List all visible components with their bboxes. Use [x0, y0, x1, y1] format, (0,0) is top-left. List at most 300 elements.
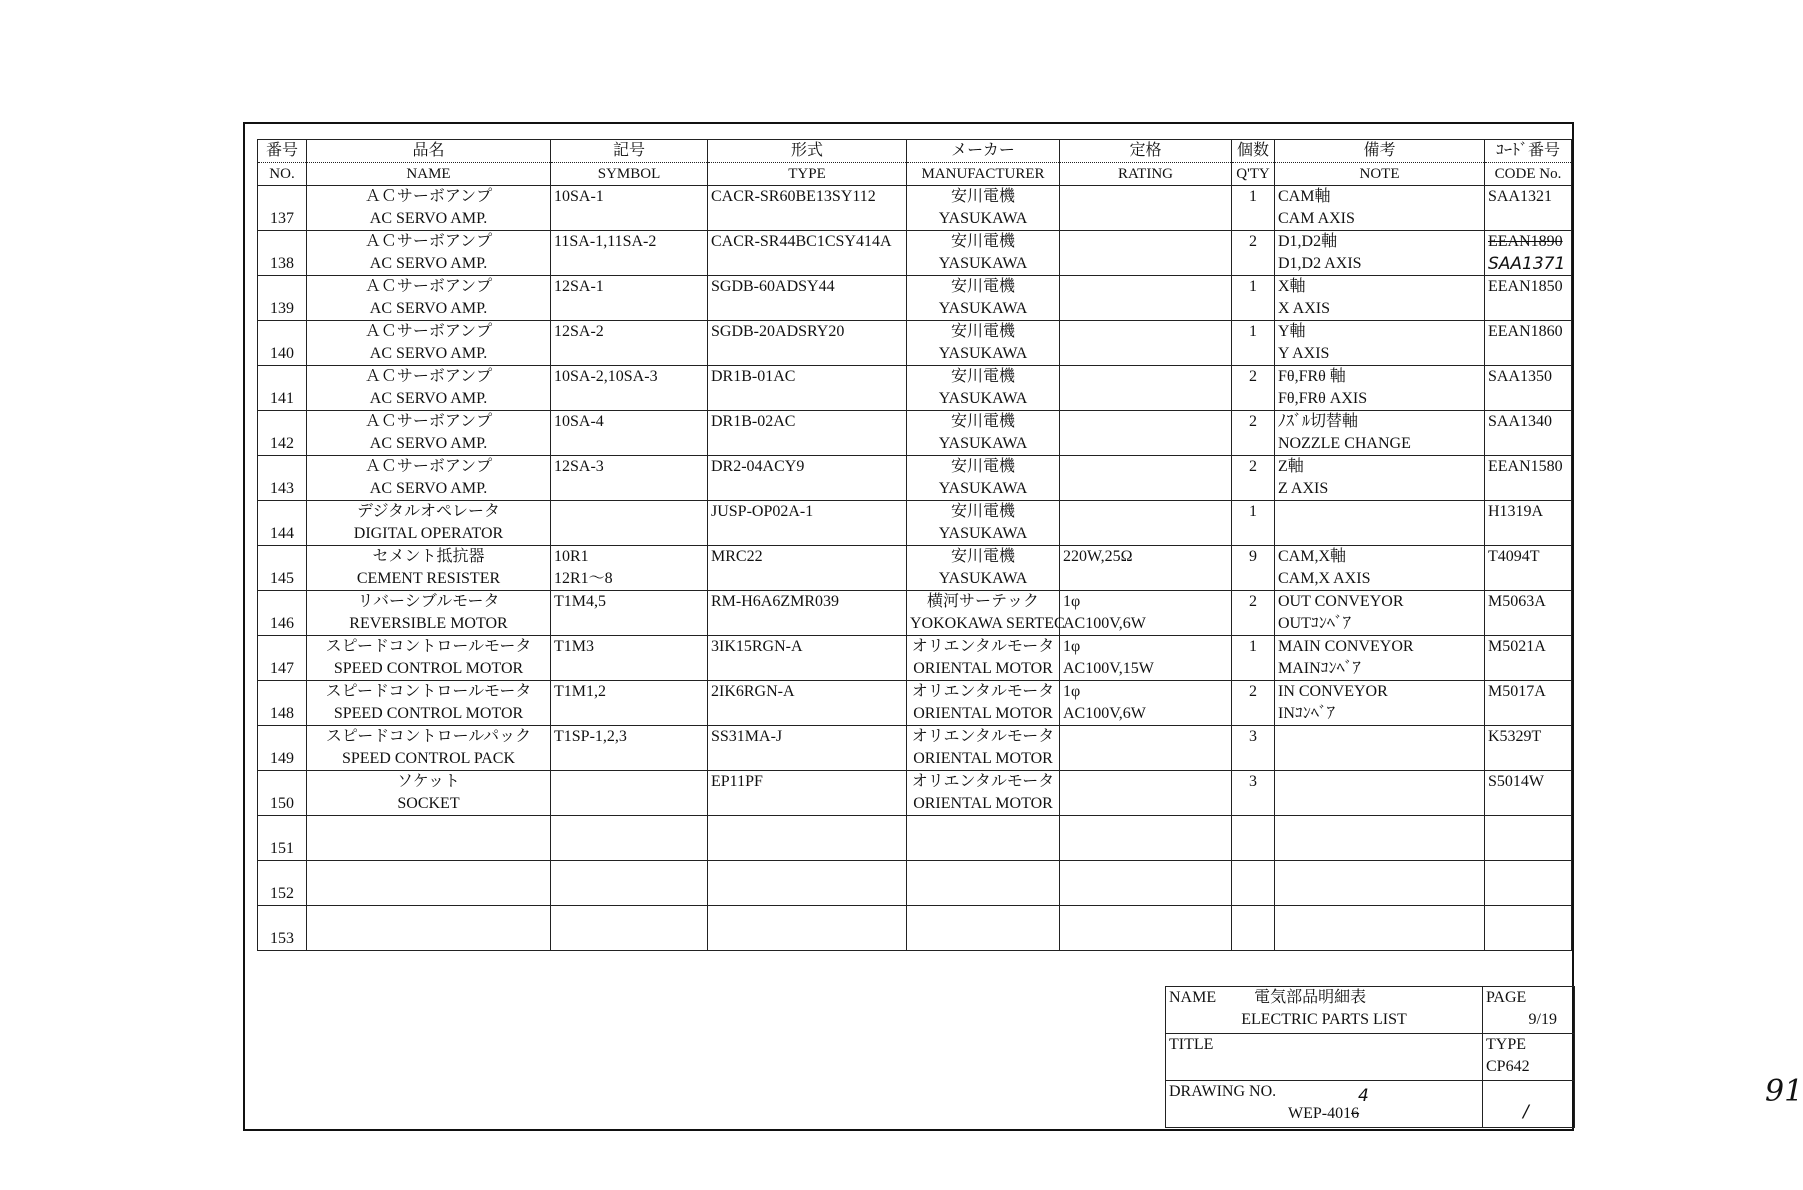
row-type: 3IK15RGN-A — [708, 636, 907, 681]
row-note — [1275, 906, 1485, 951]
code-line1: M5021A — [1488, 638, 1546, 655]
table-row — [258, 771, 1572, 816]
row-symbol — [551, 816, 708, 861]
row-qty: 2 — [1232, 591, 1275, 636]
row-rating — [1060, 501, 1232, 546]
maker-jp: 安川電機 — [950, 548, 1015, 565]
rating-line1: 220W,25Ω — [1063, 548, 1133, 565]
note-line2: Z AXIS — [1278, 480, 1329, 497]
row-rating — [1060, 546, 1232, 591]
row-type — [708, 906, 907, 951]
row-qty: 3 — [1232, 771, 1275, 816]
row-code — [1485, 366, 1572, 411]
row-no: 153 — [258, 906, 307, 951]
row-qty — [1232, 861, 1275, 906]
note-line1: CAM軸 — [1278, 188, 1331, 205]
name-en: AC SERVO AMP. — [369, 210, 488, 227]
row-symbol — [551, 456, 708, 501]
row-manufacturer — [907, 366, 1060, 411]
table-row — [258, 456, 1572, 501]
name-jp: ＡＣサーボアンプ — [364, 278, 493, 295]
title-block-title-cell — [1166, 1034, 1483, 1081]
note-line2: MAINｺﾝﾍﾞｱ — [1278, 660, 1361, 677]
row-note — [1275, 816, 1485, 861]
maker-jp: 安川電機 — [950, 413, 1015, 430]
row-rating — [1060, 231, 1232, 276]
name-jp: 電気部品明細表 — [1254, 989, 1367, 1006]
name-en: AC SERVO AMP. — [369, 390, 488, 407]
row-type: DR1B-01AC — [708, 366, 907, 411]
note-line1: Z軸 — [1278, 458, 1304, 475]
header-no: 番号 NO. — [258, 140, 307, 186]
name-jp: ＡＣサーボアンプ — [364, 188, 493, 205]
name-jp: スピードコントロールモータ — [325, 638, 532, 655]
table-row — [258, 321, 1572, 366]
rating-line2: AC100V,15W — [1063, 660, 1154, 677]
row-no: 137 — [258, 186, 307, 231]
row-code — [1485, 501, 1572, 546]
row-symbol — [551, 186, 708, 231]
name-jp: スピードコントロールモータ — [325, 683, 532, 700]
revision-mark: / — [1523, 1102, 1529, 1122]
maker-en: YASUKAWA — [938, 480, 1028, 497]
row-symbol — [551, 591, 708, 636]
note-line2: NOZZLE CHANGE — [1278, 435, 1411, 452]
row-qty: 1 — [1232, 501, 1275, 546]
row-rating — [1060, 681, 1232, 726]
rating-line2: AC100V,6W — [1063, 615, 1146, 632]
row-manufacturer — [907, 771, 1060, 816]
note-line1: IN CONVEYOR — [1278, 683, 1388, 700]
name-en: REVERSIBLE MOTOR — [349, 615, 508, 632]
row-manufacturer — [907, 681, 1060, 726]
row-name — [307, 546, 551, 591]
drawing-correction: 4 — [1358, 1086, 1369, 1106]
table-row — [258, 231, 1572, 276]
row-type: DR1B-02AC — [708, 411, 907, 456]
symbol-line1: T1M4,5 — [554, 593, 606, 610]
row-note — [1275, 771, 1485, 816]
drawing-number — [1288, 1103, 1359, 1125]
name-jp: リバーシブルモータ — [357, 593, 500, 610]
maker-en: YASUKAWA — [938, 525, 1028, 542]
handwritten-page-number: 91 — [1765, 1074, 1803, 1109]
symbol-line1: 12SA-1 — [554, 278, 604, 295]
drawing-label: DRAWING NO. — [1169, 1083, 1277, 1100]
row-rating — [1060, 186, 1232, 231]
note-line2: X AXIS — [1278, 300, 1331, 317]
header-note: 備考 NOTE — [1275, 140, 1485, 186]
maker-jp: オリエンタルモータ — [911, 728, 1055, 745]
note-line1: MAIN CONVEYOR — [1278, 638, 1414, 655]
row-name — [307, 861, 551, 906]
maker-en: YASUKAWA — [938, 570, 1028, 587]
note-line1: D1,D2軸 — [1278, 233, 1338, 250]
maker-jp: 安川電機 — [950, 458, 1015, 475]
row-qty: 2 — [1232, 681, 1275, 726]
row-manufacturer — [907, 276, 1060, 321]
row-symbol — [551, 501, 708, 546]
row-name — [307, 186, 551, 231]
type-value: CP642 — [1486, 1058, 1530, 1075]
code-line1: SAA1350 — [1488, 368, 1553, 385]
row-name — [307, 501, 551, 546]
row-type: CACR-SR44BC1CSY414A — [708, 231, 907, 276]
row-code — [1485, 861, 1572, 906]
row-qty: 1 — [1232, 186, 1275, 231]
name-en: AC SERVO AMP. — [369, 345, 488, 362]
row-name — [307, 366, 551, 411]
row-rating — [1060, 411, 1232, 456]
row-manufacturer — [907, 231, 1060, 276]
type-label: TYPE — [1486, 1036, 1526, 1053]
row-symbol — [551, 231, 708, 276]
row-rating — [1060, 726, 1232, 771]
row-note — [1275, 456, 1485, 501]
row-symbol — [551, 366, 708, 411]
name-en: SPEED CONTROL PACK — [341, 750, 516, 767]
maker-jp: オリエンタルモータ — [911, 773, 1055, 790]
maker-en: YOKOKAWA SERTEC — [910, 615, 1065, 632]
maker-en: ORIENTAL MOTOR — [913, 750, 1053, 767]
row-code — [1485, 276, 1572, 321]
row-note — [1275, 186, 1485, 231]
row-manufacturer — [907, 636, 1060, 681]
parts-table — [257, 139, 1572, 951]
row-type: CACR-SR60BE13SY112 — [708, 186, 907, 231]
drawing-value: WEP-401 — [1288, 1105, 1352, 1122]
row-no: 141 — [258, 366, 307, 411]
name-en: AC SERVO AMP. — [369, 255, 488, 272]
row-no: 142 — [258, 411, 307, 456]
row-type — [708, 816, 907, 861]
row-note — [1275, 321, 1485, 366]
row-name — [307, 681, 551, 726]
code-line1: EEAN1860 — [1488, 323, 1563, 340]
row-qty: 2 — [1232, 456, 1275, 501]
symbol-line1: T1M3 — [554, 638, 594, 655]
row-manufacturer — [907, 816, 1060, 861]
code-line1: EEAN1890 — [1488, 233, 1563, 250]
maker-jp: オリエンタルモータ — [911, 638, 1055, 655]
row-qty: 9 — [1232, 546, 1275, 591]
note-line1: OUT CONVEYOR — [1278, 593, 1404, 610]
maker-jp: 安川電機 — [950, 278, 1015, 295]
row-no: 149 — [258, 726, 307, 771]
row-symbol — [551, 906, 708, 951]
name-jp: ソケット — [396, 773, 461, 790]
maker-en: ORIENTAL MOTOR — [913, 705, 1053, 722]
row-code — [1485, 636, 1572, 681]
code-line1: H1319A — [1488, 503, 1544, 520]
header-code: ｺｰﾄﾞ番号 CODE No. — [1485, 140, 1572, 186]
row-symbol — [551, 276, 708, 321]
title-label: TITLE — [1169, 1036, 1214, 1053]
maker-en: YASUKAWA — [938, 210, 1028, 227]
row-qty: 2 — [1232, 411, 1275, 456]
code-line1: EEAN1580 — [1488, 458, 1563, 475]
note-line2: OUTｺﾝﾍﾞｱ — [1278, 615, 1351, 632]
symbol-line1: 10R1 — [554, 548, 589, 565]
header-manufacturer: メーカー MANUFACTURER — [907, 140, 1060, 186]
maker-jp: オリエンタルモータ — [911, 683, 1055, 700]
code-line1: EEAN1850 — [1488, 278, 1563, 295]
row-type: SGDB-20ADSRY20 — [708, 321, 907, 366]
name-en: SPEED CONTROL MOTOR — [333, 705, 524, 722]
title-block-type-cell — [1483, 1034, 1575, 1081]
table-row — [258, 186, 1572, 231]
rating-line1: 1φ — [1063, 683, 1081, 700]
maker-en: YASUKAWA — [938, 345, 1028, 362]
row-note — [1275, 501, 1485, 546]
name-jp: セメント抵抗器 — [372, 548, 485, 565]
name-en: DIGITAL OPERATOR — [353, 525, 504, 542]
symbol-line1: 12SA-3 — [554, 458, 604, 475]
row-note — [1275, 591, 1485, 636]
note-line1: ﾉｽﾞﾙ切替軸 — [1278, 413, 1359, 430]
row-qty: 2 — [1232, 366, 1275, 411]
row-code — [1485, 681, 1572, 726]
row-symbol — [551, 411, 708, 456]
row-qty: 3 — [1232, 726, 1275, 771]
title-block-name-cell — [1166, 987, 1483, 1034]
note-line2: INｺﾝﾍﾞｱ — [1278, 705, 1335, 722]
row-name — [307, 591, 551, 636]
name-en: AC SERVO AMP. — [369, 300, 488, 317]
row-qty: 2 — [1232, 231, 1275, 276]
table-row — [258, 276, 1572, 321]
row-no: 150 — [258, 771, 307, 816]
row-note — [1275, 546, 1485, 591]
note-line2: CAM,X AXIS — [1278, 570, 1371, 587]
row-type: SS31MA-J — [708, 726, 907, 771]
row-no: 140 — [258, 321, 307, 366]
row-qty: 1 — [1232, 636, 1275, 681]
note-line1: Fθ,FRθ 軸 — [1278, 368, 1346, 385]
maker-jp: 安川電機 — [950, 323, 1015, 340]
table-row — [258, 366, 1572, 411]
note-line2: Y AXIS — [1278, 345, 1330, 362]
table-row — [258, 546, 1572, 591]
row-no: 138 — [258, 231, 307, 276]
row-note — [1275, 726, 1485, 771]
row-note — [1275, 681, 1485, 726]
name-jp: ＡＣサーボアンプ — [364, 458, 493, 475]
maker-en: YASUKAWA — [938, 390, 1028, 407]
row-qty — [1232, 906, 1275, 951]
header-qty: 個数 Q'TY — [1232, 140, 1275, 186]
symbol-line1: 10SA-4 — [554, 413, 604, 430]
table-row — [258, 726, 1572, 771]
row-symbol — [551, 321, 708, 366]
maker-jp: 安川電機 — [950, 368, 1015, 385]
row-name — [307, 231, 551, 276]
row-manufacturer — [907, 591, 1065, 636]
title-block — [1165, 986, 1575, 1128]
row-type: EP11PF — [708, 771, 907, 816]
row-rating — [1060, 366, 1232, 411]
row-qty — [1232, 816, 1275, 861]
row-manufacturer — [907, 186, 1060, 231]
table-row — [258, 636, 1572, 681]
row-no: 146 — [258, 591, 307, 636]
row-manufacturer — [907, 726, 1060, 771]
code-line1: SAA1340 — [1488, 413, 1553, 430]
maker-en: ORIENTAL MOTOR — [913, 660, 1053, 677]
name-en: SPEED CONTROL MOTOR — [333, 660, 524, 677]
row-qty: 1 — [1232, 276, 1275, 321]
row-name — [307, 411, 551, 456]
row-type: JUSP-OP02A-1 — [708, 501, 907, 546]
row-code — [1485, 321, 1572, 366]
row-no: 139 — [258, 276, 307, 321]
code-line1: T4094T — [1488, 548, 1540, 565]
row-code — [1485, 906, 1572, 951]
row-type: SGDB-60ADSY44 — [708, 276, 907, 321]
name-en: AC SERVO AMP. — [369, 480, 488, 497]
maker-jp: 安川電機 — [950, 188, 1015, 205]
row-code — [1485, 726, 1572, 771]
table-row — [258, 591, 1572, 636]
table-header-row — [258, 140, 1572, 186]
row-name — [307, 321, 551, 366]
symbol-line1: 10SA-1 — [554, 188, 604, 205]
row-rating — [1060, 771, 1232, 816]
row-name — [307, 636, 551, 681]
maker-en: YASUKAWA — [938, 435, 1028, 452]
header-type: 形式 TYPE — [708, 140, 907, 186]
code-line1: M5017A — [1488, 683, 1546, 700]
name-jp: ＡＣサーボアンプ — [364, 233, 493, 250]
symbol-line2: 12R1～8 — [554, 570, 613, 587]
row-name — [307, 816, 551, 861]
name-en: SOCKET — [397, 795, 460, 812]
row-note — [1275, 231, 1485, 276]
rating-line1: 1φ — [1063, 593, 1081, 610]
name-jp: スピードコントロールパック — [325, 728, 532, 745]
name-jp: デジタルオペレータ — [356, 503, 501, 520]
row-code — [1485, 816, 1572, 861]
row-name — [307, 456, 551, 501]
row-symbol — [551, 681, 708, 726]
row-manufacturer — [907, 546, 1060, 591]
row-type: RM-H6A6ZMR039 — [708, 591, 907, 636]
row-symbol — [551, 636, 708, 681]
row-no: 151 — [258, 816, 307, 861]
code-line1: SAA1321 — [1488, 188, 1553, 205]
title-block-drawing-cell — [1166, 1081, 1483, 1128]
table-row — [258, 816, 1572, 861]
name-jp: ＡＣサーボアンプ — [364, 413, 493, 430]
row-name — [307, 771, 551, 816]
maker-en: YASUKAWA — [938, 300, 1028, 317]
row-manufacturer — [907, 906, 1060, 951]
row-type — [708, 861, 907, 906]
row-code — [1485, 591, 1572, 636]
row-no: 145 — [258, 546, 307, 591]
symbol-line1: 10SA-2,10SA-3 — [554, 368, 658, 385]
row-symbol — [551, 771, 708, 816]
row-symbol — [551, 861, 708, 906]
row-manufacturer — [907, 321, 1060, 366]
row-rating — [1060, 906, 1232, 951]
row-name — [307, 906, 551, 951]
row-manufacturer — [907, 861, 1060, 906]
note-line1: CAM,X軸 — [1278, 548, 1347, 565]
table-row — [258, 681, 1572, 726]
row-rating — [1060, 321, 1232, 366]
symbol-line1: T1SP-1,2,3 — [554, 728, 627, 745]
header-symbol: 記号 SYMBOL — [551, 140, 708, 186]
row-no: 143 — [258, 456, 307, 501]
row-note — [1275, 366, 1485, 411]
symbol-line1: 12SA-2 — [554, 323, 604, 340]
row-rating — [1060, 861, 1232, 906]
row-rating — [1060, 636, 1232, 681]
maker-jp: 安川電機 — [950, 233, 1015, 250]
row-rating — [1060, 456, 1232, 501]
name-en: CEMENT RESISTER — [356, 570, 501, 587]
drawing-struck-digit: 6 — [1351, 1105, 1360, 1122]
title-block-page-cell — [1483, 987, 1575, 1034]
row-manufacturer — [907, 501, 1060, 546]
row-symbol — [551, 546, 708, 591]
row-rating — [1060, 816, 1232, 861]
name-jp: ＡＣサーボアンプ — [364, 368, 493, 385]
table-row — [258, 861, 1572, 906]
row-no: 148 — [258, 681, 307, 726]
row-rating — [1060, 276, 1232, 321]
row-type: 2IK6RGN-A — [708, 681, 907, 726]
parts-list-sheet — [243, 122, 1803, 1131]
row-code — [1485, 186, 1572, 231]
row-code — [1485, 456, 1572, 501]
row-no: 147 — [258, 636, 307, 681]
row-code — [1485, 546, 1572, 591]
row-type: DR2-04ACY9 — [708, 456, 907, 501]
maker-en: YASUKAWA — [938, 255, 1028, 272]
row-name — [307, 726, 551, 771]
code-line1: S5014W — [1488, 773, 1544, 790]
row-code — [1485, 411, 1572, 456]
maker-jp: 横河サーテック — [926, 593, 1039, 610]
name-en: AC SERVO AMP. — [369, 435, 488, 452]
table-row — [258, 906, 1572, 951]
rating-line1: 1φ — [1063, 638, 1081, 655]
row-code — [1485, 771, 1572, 816]
code-line1: M5063A — [1488, 593, 1546, 610]
row-note — [1275, 276, 1485, 321]
maker-en: ORIENTAL MOTOR — [913, 795, 1053, 812]
row-manufacturer — [907, 411, 1060, 456]
note-line2: CAM AXIS — [1278, 210, 1355, 227]
row-no: 152 — [258, 861, 307, 906]
table-row — [258, 501, 1572, 546]
row-note — [1275, 636, 1485, 681]
maker-jp: 安川電機 — [950, 503, 1015, 520]
row-symbol — [551, 726, 708, 771]
page-value: 9/19 — [1528, 1011, 1557, 1028]
code-line1: K5329T — [1488, 728, 1542, 745]
row-note — [1275, 411, 1485, 456]
table-row — [258, 411, 1572, 456]
rating-line2: AC100V,6W — [1063, 705, 1146, 722]
note-line1: X軸 — [1278, 278, 1306, 295]
title-block-revision-cell — [1483, 1081, 1575, 1128]
header-name: 品名 NAME — [307, 140, 551, 186]
note-line2: Fθ,FRθ AXIS — [1278, 390, 1368, 407]
name-en: ELECTRIC PARTS LIST — [1241, 1011, 1407, 1028]
